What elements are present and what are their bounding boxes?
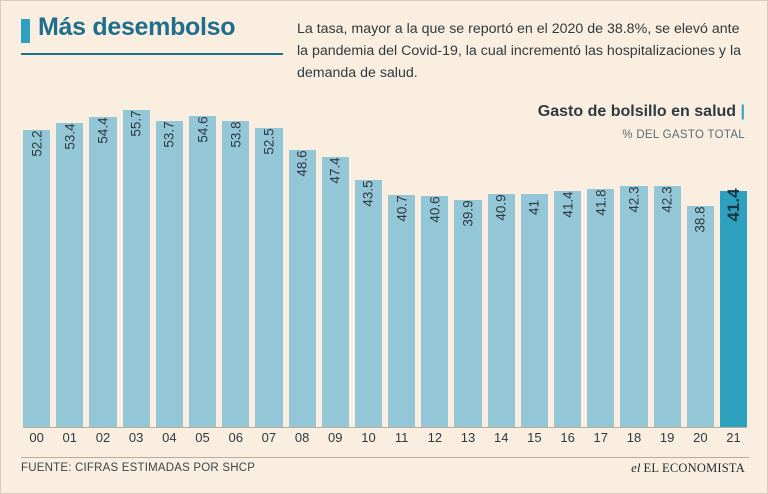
bar	[720, 188, 747, 427]
bar-column	[488, 97, 515, 427]
bar	[454, 200, 481, 427]
bar-value-label: 41.4	[723, 188, 743, 222]
title-accent-mark	[21, 19, 30, 43]
x-axis-tick: 18	[626, 430, 642, 445]
bar-column	[322, 97, 349, 427]
bar-column	[720, 97, 747, 427]
unit-label: % DEL GASTO TOTAL	[622, 129, 745, 141]
x-axis-tick: 19	[659, 430, 675, 445]
bar	[421, 196, 448, 427]
bar-value-label: 41.4	[560, 191, 576, 219]
bar-column	[355, 97, 382, 427]
bar-column	[56, 97, 83, 427]
bar-value-label: 48.6	[294, 150, 310, 178]
x-axis-tick: 05	[195, 430, 210, 445]
bar-value-label: 47.4	[327, 157, 343, 184]
bar	[23, 130, 50, 427]
bar-column	[620, 97, 647, 427]
x-axis-line	[23, 427, 747, 428]
bar	[554, 191, 581, 427]
bar	[322, 157, 349, 427]
x-axis-tick: 00	[29, 430, 44, 445]
bar	[488, 194, 515, 427]
chart-plot-area	[23, 97, 747, 427]
bar	[123, 110, 150, 427]
bar-column	[454, 97, 481, 427]
bar-value-label: 43.5	[360, 179, 376, 207]
bar-column	[587, 97, 614, 427]
bar-column	[222, 97, 249, 427]
x-axis-tick: 15	[527, 430, 542, 445]
bar-column	[654, 97, 681, 427]
x-axis-tick: 10	[361, 430, 376, 445]
x-axis-tick: 12	[427, 430, 443, 445]
bar-value-label: 53.4	[62, 123, 78, 150]
bar	[189, 116, 216, 427]
x-axis-tick: 01	[62, 430, 78, 445]
x-axis-tick: 20	[693, 430, 708, 445]
deck-text: La tasa, mayor a la que se reportó en el 2020 de 38.8%, se elevó ante la pandemia del Covid-19, la cual incrementó las hospitalizaciones y la demanda de salud.	[297, 21, 741, 81]
x-axis-tick: 07	[261, 430, 277, 445]
bar-column	[123, 97, 150, 427]
x-axis-labels	[23, 430, 747, 452]
bar	[654, 186, 681, 427]
bar-column	[23, 97, 50, 427]
bar-chart	[23, 97, 747, 427]
brand-prefix: el	[631, 460, 641, 475]
bar	[56, 123, 83, 427]
bar-value-label: 54.4	[95, 117, 111, 145]
series-label-separator: |	[740, 103, 745, 120]
bar	[289, 150, 316, 427]
x-axis-tick: 13	[460, 430, 476, 445]
bar	[620, 186, 647, 427]
bar	[521, 194, 548, 427]
bar-column	[521, 97, 548, 427]
bar-value-label: 40.9	[493, 194, 509, 221]
x-axis-tick: 03	[128, 430, 144, 445]
bar	[388, 195, 415, 427]
bar	[222, 121, 249, 427]
x-axis-tick: 14	[493, 430, 509, 445]
series-label-text: Gasto de bolsillo en salud	[537, 103, 737, 120]
bar	[255, 128, 282, 427]
bar-column	[554, 97, 581, 427]
bar-value-label: 55.7	[128, 110, 144, 137]
bar-value-label: 42.3	[659, 186, 675, 213]
bar	[89, 117, 116, 427]
bar-value-label: 53.8	[228, 121, 244, 148]
bar-column	[189, 97, 216, 427]
bar-value-label: 40.7	[394, 195, 410, 223]
x-axis-tick: 02	[95, 430, 111, 445]
page-title: Más desembolso	[38, 13, 236, 41]
brand-logo	[631, 460, 745, 476]
title-block	[21, 15, 235, 43]
bar-value-label: 52.2	[29, 130, 45, 157]
x-axis-tick: 09	[328, 430, 343, 445]
bar-column	[89, 97, 116, 427]
x-axis-tick: 17	[593, 430, 609, 445]
bar-value-label: 41	[526, 199, 542, 215]
bar-value-label: 52.5	[261, 128, 277, 155]
x-axis-tick: 04	[162, 430, 177, 445]
footer-divider	[21, 457, 749, 458]
bar	[156, 121, 183, 427]
x-axis-tick: 08	[294, 430, 310, 445]
bar-value-label: 42.3	[626, 186, 642, 213]
x-axis-tick: 16	[560, 430, 575, 445]
source-note: FUENTE: CIFRAS ESTIMADAS POR SHCP	[21, 462, 256, 474]
x-axis-tick: 21	[726, 430, 741, 445]
x-axis-tick: 06	[228, 430, 243, 445]
bar-value-label: 39.9	[460, 200, 476, 227]
bar	[355, 180, 382, 428]
brand-name: EL ECONOMISTA	[643, 460, 745, 475]
bar-column	[156, 97, 183, 427]
bar	[687, 206, 714, 427]
x-axis-tick: 11	[394, 430, 409, 445]
bar	[587, 189, 614, 427]
bar-value-label: 53.7	[161, 121, 177, 149]
bar-value-label: 38.8	[692, 206, 708, 233]
bar-column	[421, 97, 448, 427]
bar-column	[388, 97, 415, 427]
bar-column	[255, 97, 282, 427]
title-underline	[21, 53, 283, 55]
bar-column	[687, 97, 714, 427]
bar-value-label: 54.6	[195, 116, 211, 143]
bar-value-label: 40.6	[427, 196, 443, 223]
header	[1, 1, 768, 93]
bar-value-label: 41.8	[593, 189, 609, 216]
bar-column	[289, 97, 316, 427]
